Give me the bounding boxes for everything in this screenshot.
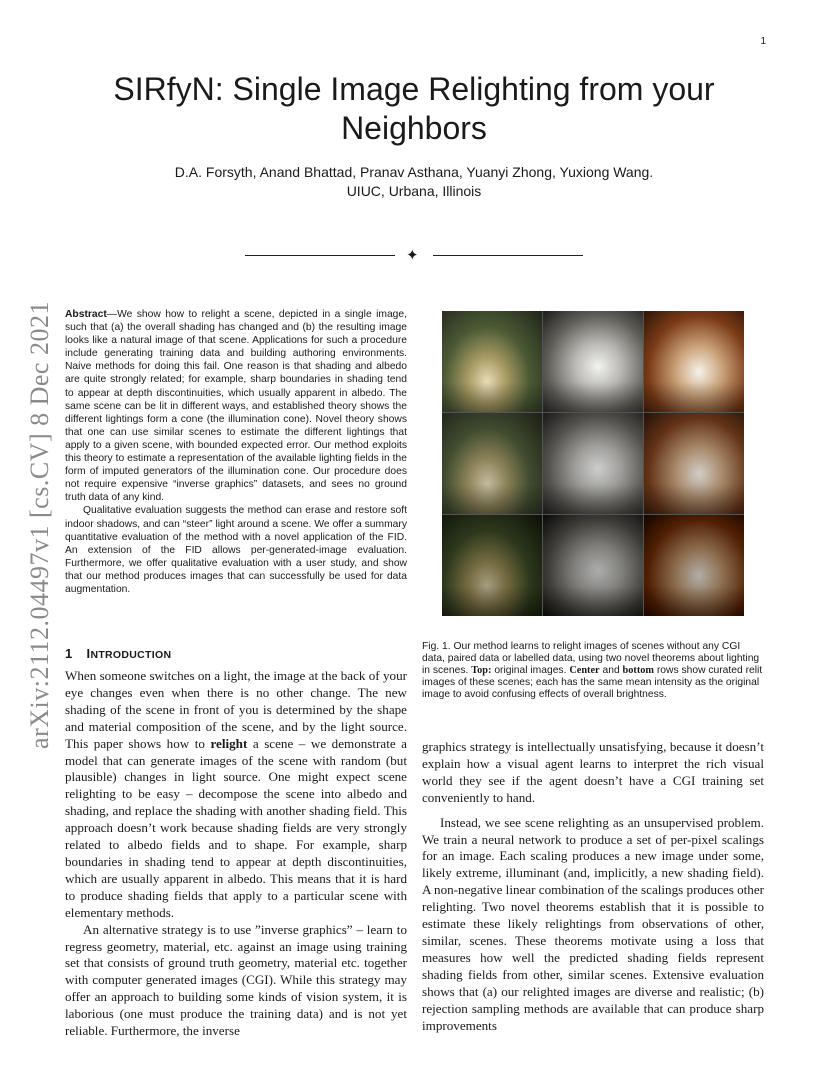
intro-left-column <box>65 668 407 1040</box>
section-heading <box>65 646 171 661</box>
caption-text-c: and <box>599 665 623 677</box>
figure-image-relit-center-2 <box>543 413 643 514</box>
figure-image-relit-center-1 <box>442 413 542 514</box>
arxiv-identifier: arXiv:2112.04497v1 [cs.CV] 8 Dec 2021 <box>25 301 54 749</box>
author-block <box>80 163 748 201</box>
title-line-1: SIRfyN: Single Image Relighting from your <box>113 71 715 107</box>
caption-text-b: original images. <box>491 665 570 677</box>
section-number: 1 <box>65 646 73 661</box>
abstract-paragraph-2: Qualitative evaluation suggests the method can erase and restore soft indoor shadows, and can “steer” light around a scene. We offer a summary quantitative evaluation of the method with a novel application of the FID. An extension of the FID allows per-generated-image evaluation. Furthermore, we offer qualitative evaluation with a user study, and show that our method produces images that can successfully be used for data augmentation. <box>65 505 407 595</box>
figure-image-relit-bottom-1 <box>442 515 542 616</box>
caption-text-a: Fig. 1. Our method learns to relight images of scenes without any CGI data, paired data or labelled data, using two novel theorems about lighting in scenes. <box>422 641 760 677</box>
abstract-text-1: —We show how to relight a scene, depicted in a single image, such that (a) the overall shading has changed and (b) the resulting image looks like a natural image of that scene. Applications for such a procedure include generating training data and building authoring environments. Naive methods for doing this fail. One reason is that shading and albedo are quite strongly related; for example, sharp boundaries in shading tend to appear at depth discontinuities, which usually apparent in albedo. The same scene can be lit in different ways, and established theory shows the different lightings form a cone (the illumination cone). Novel theory shows that one can use similar scenes to estimate the different lightings that apply to a given scene, with bounded expected error. Our method exploits this theory to estimate a representation of the available lighting fields in the form of imputed generators of the illumination cone. Our procedure does not require expensive “inverse graphics” datasets, and sees no ground truth data of any kind. <box>65 309 407 504</box>
intro-text-1a: When someone switches on a light, the image at the back of your eye changes even when there is no other change. The new shading of the scene in front of you is determined by the shape and material composition of the scene, and by the light source. This paper shows how to <box>65 668 407 751</box>
figure-image-relit-center-3 <box>644 413 744 514</box>
divider-line-right <box>433 255 583 256</box>
abstract-lead: Abstract <box>65 309 107 320</box>
figure-image-original-1 <box>442 311 542 412</box>
page-number: 1 <box>760 36 766 47</box>
intro-bold-relight: relight <box>210 735 248 751</box>
title-divider <box>245 247 583 265</box>
caption-top: Top: <box>471 665 492 677</box>
intro-paragraph-1 <box>65 668 407 922</box>
intro-paragraph-3: graphics strategy is intellectually unsatisfying, because it doesn’t explain how a visual agent learns to interpret the rich visual world they see if the agent doesn’t have a CGI training set conveniently to hand. <box>422 739 764 805</box>
divider-line-left <box>245 255 395 256</box>
affiliation: UIUC, Urbana, Illinois <box>346 183 482 199</box>
intro-paragraph-4: Instead, we see scene relighting as an unsupervised problem. We train a neural network to produce a set of per-pixel scalings for an image. Each scaling produces a new image under some, likely extreme, illuminant (and, implicitly, a new shading field). A non-negative linear combination of the scalings produces other relighting. Two novel theorems establish that it is possible to estimate these likely relightings from observations of other, similar, scenes. These theorems motivate using a loss that measures how well the predicted shading fields represent shading fields from other, similar scenes. Extensive evaluation shows that (a) our relighted images are diverse and realistic; (b) rejection sampling methods are available that can produce sharp improvements <box>422 814 764 1033</box>
paper-title <box>80 70 748 148</box>
title-line-2: Neighbors <box>341 110 487 146</box>
intro-right-column <box>422 739 764 1034</box>
caption-bottom: bottom <box>622 665 654 677</box>
abstract <box>65 308 407 596</box>
abstract-paragraph-1 <box>65 308 407 504</box>
figure-image-relit-bottom-3 <box>644 515 744 616</box>
intro-text-1b: a scene – we demonstrate a model that can generate images of the scene with random (but plausible) changes in light source. One might expect scene relighting to be easy – decompose the scene into albedo and shading, and replace the shading with another shading field. This approach doesn’t work because shading fields are very strongly related to albedo fields and to shape. For example, sharp boundaries in shading tend to appear at depth discontinuities, which are usually apparent in albedo. This means that it is hard to produce shading fields that apply to a particular scene with elementary methods. <box>65 735 407 920</box>
divider-star-icon: ✦ <box>406 246 419 264</box>
section-title-rest: NTRODUCTION <box>90 649 172 661</box>
figure-caption <box>422 641 764 701</box>
caption-text-d: rows show curated relit images of these scenes; each has the same mean intensity as the original image to avoid confusing effects of overall brightness. <box>422 665 763 701</box>
figure-image-original-2 <box>543 311 643 412</box>
figure-1 <box>442 311 744 614</box>
intro-paragraph-2: An alternative strategy is to use ”inverse graphics” – learn to regress geometry, material, etc. against an image using training set that consists of ground truth geometry, material etc. together with computer generated images (CGI). While this strategy may offer an approach to building some kinds of vision system, it is laborious (one must produce the training data) and is not yet reliable. Furthermore, the inverse <box>65 921 407 1039</box>
arxiv-sidebar <box>20 290 60 760</box>
authors: D.A. Forsyth, Anand Bhattad, Pranav Asthana, Yuanyi Zhong, Yuxiong Wang. <box>174 164 654 180</box>
figure-image-original-3 <box>644 311 744 412</box>
caption-center: Center <box>569 665 600 677</box>
figure-image-grid <box>442 311 744 616</box>
section-title-initial: I <box>86 646 91 661</box>
figure-image-relit-bottom-2 <box>543 515 643 616</box>
